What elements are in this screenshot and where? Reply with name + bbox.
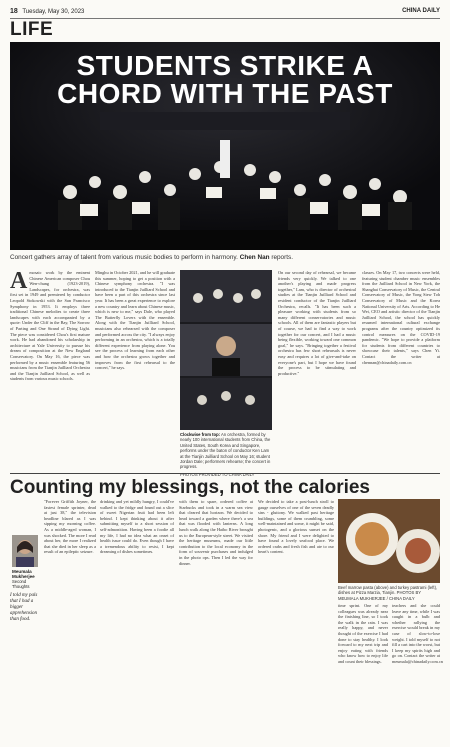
food-photo bbox=[338, 499, 440, 583]
section-title: LIFE bbox=[10, 19, 54, 40]
author-byline bbox=[12, 569, 42, 589]
headline-line-1: STUDENTS STRIKE A bbox=[76, 50, 374, 81]
feature-text-4: classes. On May 17, two concerts were held, featuring student chamber music ensembles from the Juilliard School in New York, the Shanghai Conservatory of Music, the Central Conservatory of Music, the Yong Siew Toh Conservatory of Music and the Korea National University of Arts. According to He Wei, CEO and artistic director of the Tianjin Juilliard School, the school has quickly resumed international cultural exchange programs after the country optimized its control measures on the COVID-19 pandemic. "We hope to provide a platform for students from different countries to showcase their talents," says Chen Yi. Contact the writer at chennan@chinadaily.com.cn bbox=[362, 270, 440, 365]
column-text-6: teachers and she could leave any time, while I was caught in a bulb and whether rallying the exercise would break in my case of slow-to-lose weight. I told myself to not fill a cart into the worst, but I keep my spirits high and go on. Contact the writer at meumala@chinadaily.com.cn bbox=[392, 603, 443, 664]
column-text-5: time sprint. One of my colleagues was already near the finishing line, so I took the walk in the rain. I was really happy, and never thought of the exercise I had done to stay healthy. I look forward to my next trip and enjoy eating with friends who know how to enjoy life and count their blessings. bbox=[338, 603, 388, 664]
caption-text: Concert gathers array of talent from various music bodies to perform in harmony. bbox=[10, 254, 238, 261]
inlay-caption-text: An orchestra, formed by nearly 100 international students from China, the United States, South Korea and Singapore, performs under the baton of conductor Ken Lam at the Tianjin Juilliard School on May 16; student Jordan Dale; performers rehearse; the concert in progress. bbox=[180, 432, 271, 470]
food-credit: PHOTOS BY MEUMALA MUKHERJEE / CHINA DAILY bbox=[338, 590, 421, 601]
caption-author: Chen Nan bbox=[239, 254, 270, 261]
page-number: 18 bbox=[10, 8, 18, 15]
portrait-illustration bbox=[12, 535, 38, 567]
issue-date: Tuesday, May 30, 2023 bbox=[22, 9, 85, 15]
inlay-caption bbox=[180, 432, 272, 477]
masthead-left bbox=[10, 8, 84, 15]
feature-text-3: On our second day of rehearsal, we became friends very quickly. We talked to one another's playing and made progress together," Lam, who is director of orchestral studies at the Tianjin Juilliard School and resident conductor of the Tianjin Juilliard Orchestra, recalls. "It has been such a pleasure working with students from so many different conservatories and music schools. All of them are fantastic players but of course, we had to find a way to work together for our concert, and I had a music being flexible, working toward one common goal," he says. "Bringing together a festival orchestra has few short rehearsals is never easy and requires a lot of give-and-take on everyone's part, but I hope we have found the process to be stimulating and productive." bbox=[278, 270, 356, 376]
masthead bbox=[10, 6, 440, 19]
column-text-1: "Forever Griffith Joyner, the fastest female sprinter, dead at just 38," the television headline blared as I was sipping my morning coffee. As a middle-aged woman, I was shocked. The more I read about her, the more I realized that she died in her sleep as a result of an epileptic seizure. bbox=[44, 499, 96, 555]
inlay-credit: PHOTOS PROVIDED TO CHINA DAILY bbox=[180, 471, 255, 477]
column-text-4: We decided to take a post-lunch stroll to gauge ourselves of one of the seven deadly sins - gluttony. We walked past heritage buildings, some of them crumbling, some well-maintained and some, it might be said, photogenic, and a glorious sunset on the shore. My friend and I were delighted to have found a lovely seafood place. We ordered crabs and fresh fish and ate to our heart's content. bbox=[258, 499, 334, 555]
paper-name: CHINA DAILY bbox=[402, 8, 440, 14]
headline-line-2: CHORD WITH THE PAST bbox=[57, 78, 393, 109]
column-headline: Counting my blessings, not the calories bbox=[10, 477, 370, 498]
author-role: Second Thoughts bbox=[12, 579, 30, 589]
food-illustration bbox=[338, 499, 440, 583]
feature-column-4 bbox=[362, 270, 440, 365]
caption-tail: reports. bbox=[271, 254, 293, 261]
feature-column-2 bbox=[95, 270, 175, 371]
feature-column-3 bbox=[278, 270, 356, 376]
drop-cap: A bbox=[10, 268, 28, 294]
feature-headline bbox=[10, 52, 440, 108]
feature-column-1 bbox=[10, 270, 90, 382]
author-portrait bbox=[12, 535, 38, 567]
section-divider bbox=[10, 473, 440, 474]
food-caption-text: Beef marrow pasta (above) and turkey pastrami (left), dishes at Pizza Marzia, Tianjin. bbox=[338, 585, 438, 596]
author-name: Meumala Mukherjee bbox=[12, 569, 35, 579]
inlay-caption-lead: Clockwise from top: bbox=[180, 432, 221, 437]
orchestra-photo bbox=[10, 42, 440, 250]
column-text-2: drinking and yet mildly hungry, I could've walked to the fridge and found out a slice of sweet Nigerian fruit had been left behind. I kept thinking about it after submitting myself to a short session of self-admonition. Having been a foodie all my life, I had no idea what an onset of health issue could do. Even though I have a tremendous ability to resist, I kept dreaming of dishes sometimes. bbox=[100, 499, 174, 555]
inlay-photo bbox=[180, 270, 272, 430]
pull-quote: I told my pals that I had a bigger apprehension than food. bbox=[10, 593, 38, 622]
feature-text-2: Minghu in October 2021, and he will graduate this summer, hoping to get a position with a Chinese symphony orchestra. "I was introduced to the Tianjin Juilliard School and have been a part of this orchestra since last year. It has been a great experience to explore a new country and learn about Chinese music, which is new to me," says Dale, who played The Butterfly Lovers with the ensemble. Along with the Tianjin Juilliard School, musicians also rehearsed with the composer and performed across the city. "I always enjoy performing in an orchestra, which is a totally different experience from playing alone. You see the process of learning from each other and how the orchestra grows together and improves from the first rehearsal to the concert," he says. bbox=[95, 270, 175, 371]
feature-caption bbox=[10, 254, 440, 261]
feature-text-1: mosaic work by the eminent Chinese American composer Chou Wen-chung (1923-2019), Landscapes, for orchestra, was first set in 1949 and premiered by conductor Leopold Stokowski with the San Francisco Symphony in 1953. It employs three traditional Chinese melodies to create three landscapes with each accompanied by a quote: Under the Cliff in the Bay, The Sorrow of Parting and One Strand of Dying Light. The piece was considered Chou's first mature work. He had abandoned his scholarship in architecture at Yale University to pursue his dream of composition at the New England Conservatory. On May 16, the piece was performed by a music ensemble featuring 56 musicians from the Tianjin Juilliard Orchestra and the Tianjin Juilliard School, as well as students from various music schools. bbox=[10, 270, 90, 382]
column-text-3: with them to spare, ordered coffee at Starbucks and took in a warm sea view that cleared that horizon. We decided to head toward a garden where there's a sea that was flooded with lanterns. A long lunch walk along the Haibo River brought us to the European-style street. We visited the heritage museums, made our little contribution to the local economy in the form of souvenir purchases and indulged in the photo ops. Then I led the way for dinner. bbox=[179, 499, 253, 566]
inlay-illustration bbox=[180, 270, 272, 430]
food-caption bbox=[338, 585, 440, 601]
